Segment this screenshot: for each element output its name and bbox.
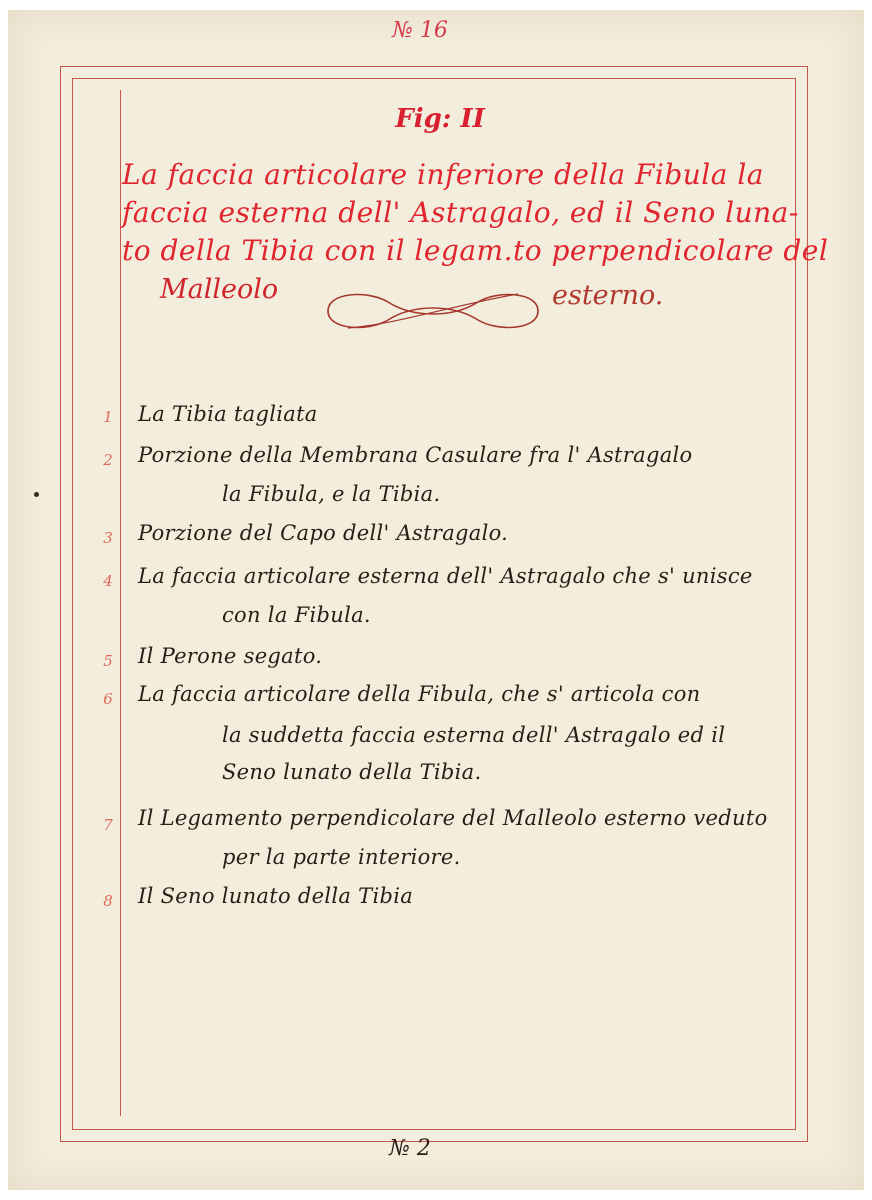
item-text: Porzione della Membrana Casulare fra l' Astragalo bbox=[138, 443, 693, 467]
item-text: La faccia articolare della Fibula, che s' articola con bbox=[138, 682, 701, 706]
item-number: 5 bbox=[103, 652, 113, 670]
margin-rule bbox=[120, 90, 121, 1116]
item-text-continuation: la Fibula, e la Tibia. bbox=[222, 482, 441, 506]
item-text-continuation: la suddetta faccia esterna dell' Astragalo ed il bbox=[222, 723, 726, 747]
item-number: 8 bbox=[103, 892, 113, 910]
item-number: 6 bbox=[103, 690, 113, 708]
folio-number-top: № 16 bbox=[392, 18, 448, 43]
item-text: Il Perone segato. bbox=[138, 644, 323, 668]
item-number: 4 bbox=[103, 572, 113, 590]
item-number: 3 bbox=[103, 529, 113, 547]
heading-line-1: La faccia articolare inferiore della Fibula la bbox=[122, 158, 764, 191]
flourish-ornament bbox=[318, 284, 548, 338]
item-text: Il Seno lunato della Tibia bbox=[138, 884, 414, 908]
ink-spot bbox=[34, 492, 39, 497]
item-text-continuation: Seno lunato della Tibia. bbox=[222, 760, 482, 784]
item-text: Porzione del Capo dell' Astragalo. bbox=[138, 521, 509, 545]
heading-line-3: to della Tibia con il legam.to perpendicolare del bbox=[122, 234, 829, 267]
heading-line-4-right: esterno. bbox=[552, 280, 664, 311]
item-text-continuation: con la Fibula. bbox=[222, 603, 371, 627]
item-number: 7 bbox=[103, 816, 113, 834]
item-text: Il Legamento perpendicolare del Malleolo esterno veduto bbox=[138, 806, 768, 830]
figure-title: Fig: II bbox=[395, 104, 485, 134]
item-text: La faccia articolare esterna dell' Astragalo che s' unisce bbox=[138, 564, 753, 588]
item-text: La Tibia tagliata bbox=[138, 402, 318, 426]
item-number: 1 bbox=[103, 408, 113, 426]
heading-line-4-left: Malleolo bbox=[160, 274, 279, 305]
folio-number-bottom: № 2 bbox=[389, 1136, 431, 1161]
item-text-continuation: per la parte interiore. bbox=[222, 845, 461, 869]
heading-line-2: faccia esterna dell' Astragalo, ed il Seno luna- bbox=[122, 196, 799, 229]
item-number: 2 bbox=[103, 451, 113, 469]
